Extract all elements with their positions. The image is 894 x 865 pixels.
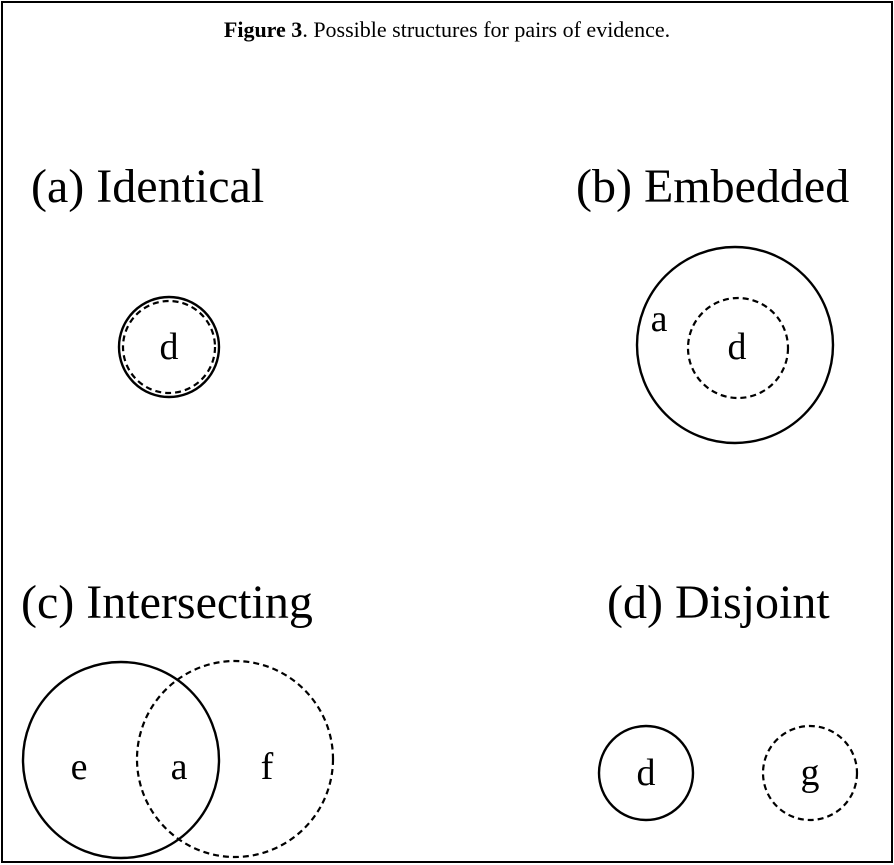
- embedded-label-a: a: [650, 298, 668, 340]
- figure-frame: [1, 1, 893, 863]
- panel-d-disjoint: [599, 726, 857, 820]
- panel-d-title: (d) Disjoint: [607, 576, 830, 629]
- intersecting-label-a: a: [170, 746, 188, 788]
- caption-text: . Possible structures for pairs of evidence.: [302, 17, 671, 42]
- panel-b-embedded: [637, 247, 833, 443]
- panel-c-intersecting: [23, 661, 333, 858]
- intersecting-label-e: e: [70, 746, 88, 788]
- identical-label-d: d: [159, 326, 179, 368]
- embedded-label-d: d: [727, 326, 747, 368]
- panel-a-title: (a) Identical: [31, 160, 265, 213]
- panel-c-title: (c) Intersecting: [21, 576, 313, 629]
- figure-number: Figure 3: [223, 17, 303, 42]
- venn-diagrams: [3, 3, 891, 861]
- panel-a-identical: [119, 297, 219, 397]
- panel-b-title: (b) Embedded: [576, 160, 850, 213]
- intersecting-dashed-circle: [137, 661, 333, 857]
- disjoint-label-g: g: [800, 752, 820, 794]
- disjoint-label-d: d: [636, 752, 656, 794]
- intersecting-label-f: f: [260, 746, 274, 788]
- intersecting-solid-circle: [23, 662, 219, 858]
